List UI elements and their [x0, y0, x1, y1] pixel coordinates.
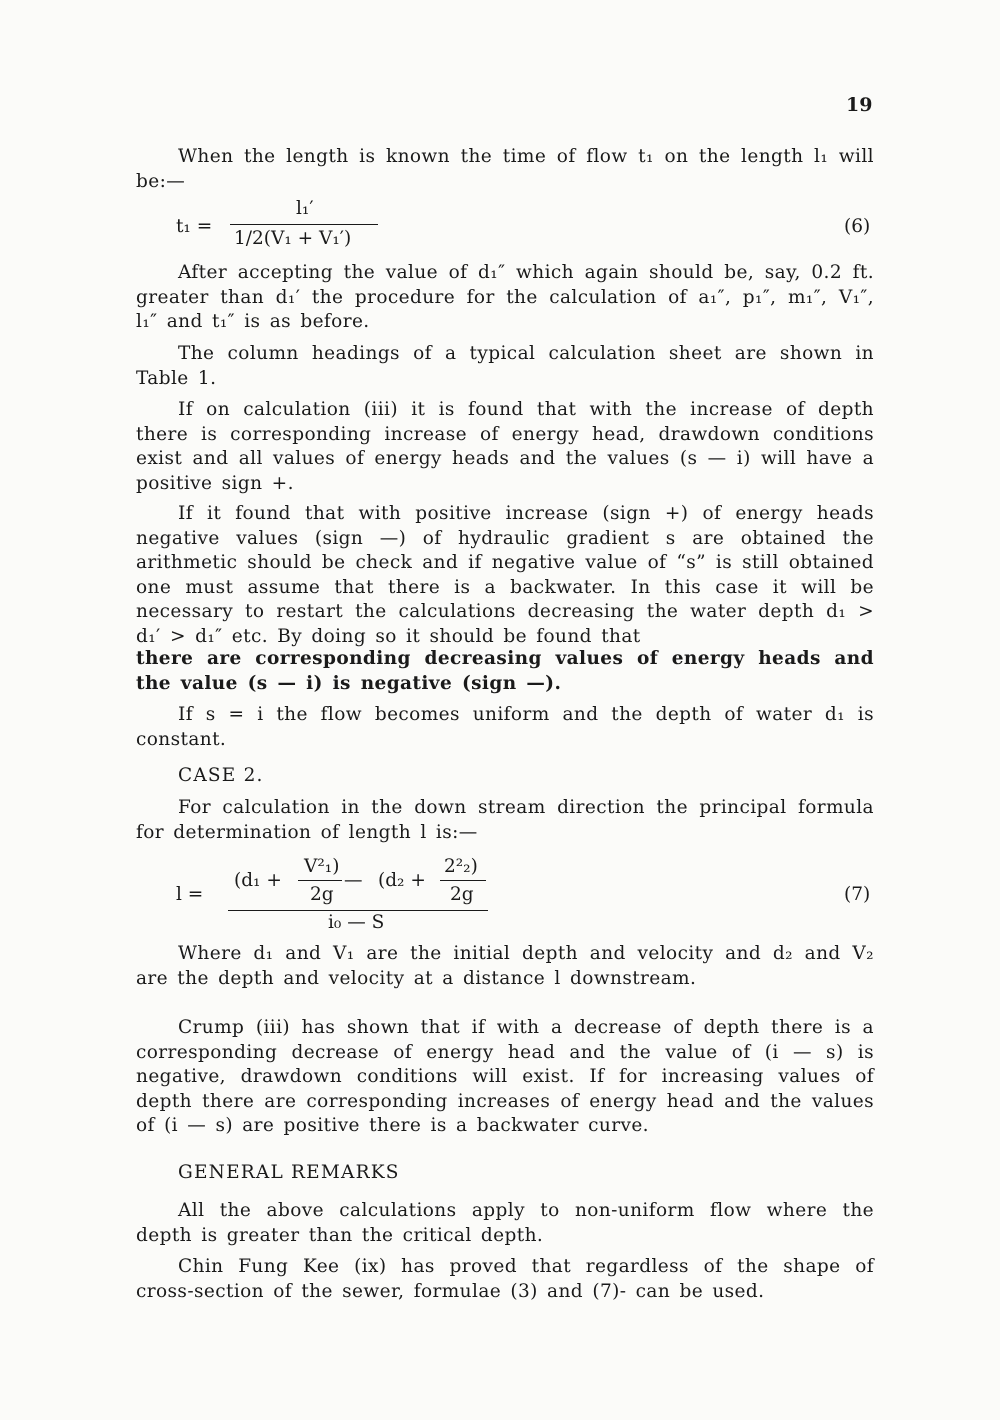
- paragraph-chin-fung-kee: Chin Fung Kee (ix) has proved that regardless of the shape of cross-section of the sewer, formulae (3) and (7)- can be used.: [136, 1256, 874, 1302]
- eq7-lhs: l =: [176, 884, 204, 905]
- eq7-term1-bar: [298, 880, 342, 881]
- paragraph-crump: Crump (iii) has shown that if with a decrease of depth there is a corresponding decrease of energy head and the value of (i — s) is negative, drawdown conditions will exist. If for increasing values of depth there are corresponding increases of energy head and the values of (i — s) are positive there is a backwater curve.: [136, 1017, 874, 1136]
- paragraph-where: Where d₁ and V₁ are the initial depth and velocity and d₂ and V₂ are the depth and velocity at a distance l downstream.: [136, 943, 874, 989]
- paragraph-backwater-bold: there are corresponding decreasing values of energy heads and the value (s — i) is negative (sign —).: [136, 648, 874, 694]
- eq7-term2-numerator: 2²₂): [444, 856, 478, 877]
- eq7-term1-numerator: V²₁): [304, 856, 340, 877]
- eq6-fraction-bar: [230, 224, 378, 225]
- paragraph-uniform-flow: If s = i the flow becomes uniform and the depth of water d₁ is constant.: [136, 704, 874, 750]
- paragraph-column-headings: The column headings of a typical calculation sheet are shown in Table 1.: [136, 343, 874, 389]
- paragraph-downstream-formula: For calculation in the down stream direction the principal formula for determination of length l is:—: [136, 797, 874, 843]
- eq7-denominator: i₀ — S: [328, 912, 385, 933]
- paragraph-backwater: If it found that with positive increase (sign +) of energy heads negative values (sign —) of hydraulic gradient s are obtained the arithmetic should be check and if negative value of “s” is still obtained one must assume that there is a backwater. In this case it will be necessary to restart the calculations decreasing the water depth d₁ > d₁′ > d₁″ etc. By doing so it should be found that: [136, 503, 874, 647]
- eq7-minus: —: [344, 870, 363, 891]
- eq7-term1-open: (d₁ +: [234, 870, 282, 891]
- eq7-number: (7): [844, 884, 871, 905]
- paragraph-accepting-value: After accepting the value of d₁″ which again should be, say, 0.2 ft. greater than d₁′ the procedure for the calculation of a₁″, p₁″, m₁″, V₁″, l₁″ and t₁″ is as before.: [136, 262, 874, 332]
- heading-case-2: CASE 2.: [178, 765, 264, 786]
- eq6-lhs: t₁ =: [176, 216, 213, 237]
- eq6-numerator: l₁′: [296, 198, 314, 219]
- eq6-denominator: 1/2(V₁ + V₁′): [234, 228, 352, 249]
- paragraph-drawdown: If on calculation (iii) it is found that with the increase of depth there is corresponding increase of energy head, drawdown conditions exist and all values of energy heads and the values (s — i) will have a positive sign +.: [136, 399, 874, 494]
- eq7-term2-open: (d₂ +: [378, 870, 426, 891]
- paragraph-non-uniform-flow: All the above calculations apply to non-uniform flow where the depth is greater than the critical depth.: [136, 1200, 874, 1246]
- eq7-term2-denominator: 2g: [450, 884, 474, 905]
- eq6-number: (6): [844, 216, 871, 237]
- page-number: 19: [846, 94, 873, 116]
- eq7-term2-bar: [440, 880, 486, 881]
- paragraph-time-of-flow: When the length is known the time of flow t₁ on the length l₁ will be:—: [136, 146, 874, 192]
- eq7-main-fraction-bar: [228, 910, 488, 911]
- heading-general-remarks: GENERAL REMARKS: [178, 1162, 400, 1183]
- eq7-term1-denominator: 2g: [310, 884, 334, 905]
